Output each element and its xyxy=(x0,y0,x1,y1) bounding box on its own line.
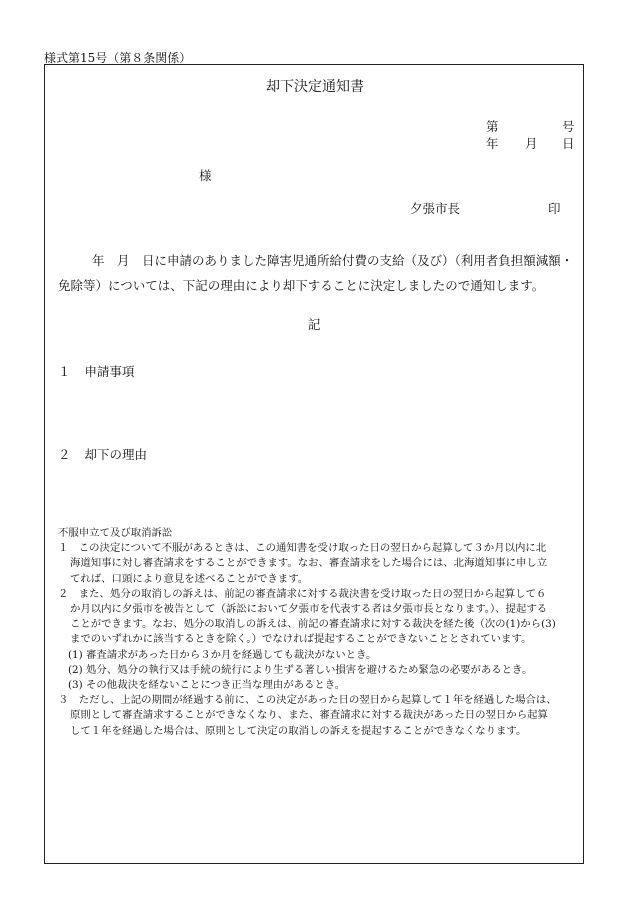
item-application xyxy=(58,362,135,380)
number-dai: 第 xyxy=(486,119,499,134)
addressee-suffix: 様 xyxy=(199,168,212,183)
appeal-line: てれば、口頭により意見を述べることができます。 xyxy=(70,572,309,585)
form-number-label: 様式第15号（第８条関係） xyxy=(44,51,192,65)
item-number: １ xyxy=(58,364,71,379)
appeal-heading: 不服申立て及び取消訴訟 xyxy=(58,527,173,539)
date-day: 日 xyxy=(562,136,575,151)
appeal-subitem: (2) 処分、処分の執行又は手続の続行により生ずる著しい損害を避けるため緊急の必要があるとき。 xyxy=(68,663,533,676)
body-line-1: 年 月 日に申請のありました障害児通所給付費の支給（及び）（利用者負担額減額・ xyxy=(92,253,574,268)
date-year: 年 xyxy=(486,136,499,151)
appeal-subitem: (3) その他裁決を経ないことにつき正当な理由があるとき。 xyxy=(68,679,346,692)
item-label: 却下の理由 xyxy=(84,447,148,462)
item-reason xyxy=(58,445,147,463)
body-line-2: 免除等）については、下記の理由により却下することに決定しましたので通知します。 xyxy=(58,278,545,293)
appeal-notes xyxy=(58,526,582,739)
appeal-line: ことができます。なお、処分の取消しの訴えは、前記の審査請求に対する裁決を経た後（次の(1)から(3) xyxy=(70,618,556,631)
ki-heading: 記 xyxy=(308,317,321,332)
appeal-line: ３ ただし、上記の期間が経過する前に、この決定があった日の翌日から起算して１年を経過した場合は、 xyxy=(58,694,557,707)
item-number: ２ xyxy=(58,447,71,462)
appeal-line: して１年を経過した場合は、原則として決定の取消しの訴えを提起することができなくなります。 xyxy=(70,724,527,737)
appeal-subitem: (1) 審査請求があった日から３か月を経過しても裁決がないとき。 xyxy=(68,648,377,661)
appeal-line: か月以内に夕張市を被告として（訴訟において夕張市を代表する者は夕張市長となります。）、提起する xyxy=(70,603,548,616)
appeal-line: １ この決定について不服があるときは、この通知書を受け取った日の翌日から起算して３か月以内に北 xyxy=(58,542,547,555)
appeal-line: ２ また、処分の取消しの訴えは、前記の審査請求に対する裁決書を受け取った日の翌日から起算して６ xyxy=(58,587,547,600)
item-label: 申請事項 xyxy=(84,364,135,379)
number-go: 号 xyxy=(562,119,575,134)
sender-name: 夕張市長 xyxy=(410,201,461,216)
document-title: 却下決定通知書 xyxy=(266,79,364,95)
date-month: 月 xyxy=(525,136,538,151)
appeal-line: 原則として審査請求することができなくなり、また、審査請求に対する裁決があった日の翌日から起算 xyxy=(70,709,548,722)
appeal-line: 海道知事に対し審査請求をすることができます。なお、審査請求をした場合には、北海道知事に申し立 xyxy=(70,557,548,570)
appeal-line: までのいずれかに該当するときを除く。）でなければ提起することができないこととされています。 xyxy=(70,633,532,646)
seal-mark: 印 xyxy=(548,201,561,216)
document-frame xyxy=(44,64,584,864)
